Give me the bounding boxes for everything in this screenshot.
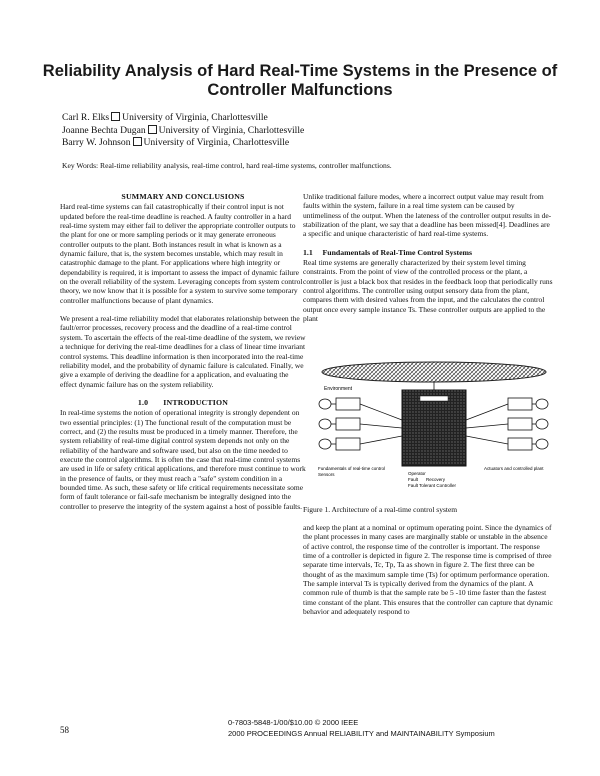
environment-label: Environment [324, 386, 353, 392]
section-number: 1.0 [137, 397, 149, 407]
footer-copyright: 0-7803-5848-1/00/$10.00 © 2000 IEEE [228, 718, 359, 727]
sensors-label: Sensors [318, 472, 335, 477]
author-name: Joanne Bechta Dugan [62, 124, 146, 136]
sensor-node [319, 439, 331, 449]
author-affiliation: University of Virginia, Charlottesville [122, 112, 268, 123]
right-column-bottom [303, 523, 553, 616]
figure-caption: Figure 1. Architecture of a real-time control system [303, 505, 458, 514]
actuators-label: Actuators and controlled plant [484, 466, 544, 471]
sensor-box [336, 418, 360, 430]
checkbox-glyph-icon [148, 125, 157, 134]
fundamentals-label: Fundamentals of real-time control [318, 466, 386, 471]
fault-tolerant-label: Fault Tolerant Controller [408, 483, 456, 488]
summary-paragraph: Hard real-time systems can fail catastrophically if their control input is not updated before the real-time deadline is reached. A faulty controller in a hard real-time system may either fail to deliver the appropriate controller outputs to the plant for one or more sampling periods or it may generate erroneous controller outputs to the plant. Both instances result in what is known as a dynamic failure, that is, the system becomes unstable, which may result in catastrophic damage to the plant. For applications where high integrity or dependability is required, it is important to assess the impact of dynamic failure on the overall reliability of the system. Leveraging concepts from system control theory, we now know that it is possible for a system to survive some temporary controller malfunctions because of plant dynamics. [60, 202, 303, 305]
recovery-label: Recovery [426, 477, 446, 482]
actuator-box [508, 438, 532, 450]
subsection-number: 1.1 [303, 247, 313, 257]
subsection-heading [303, 248, 553, 257]
section-heading-introduction [60, 398, 306, 407]
author-list [62, 112, 482, 150]
fault-label: Fault [408, 477, 419, 482]
body-paragraph: and keep the plant at a nominal or optimum operating point. Since the dynamics of the plant processes in many cases are marginally stable or unstable in the absence of active control, the response time of the controller is important. The response time of a controller is depicted in figure 2. The response time is comprised of three separate time intervals, Tc, Tp, Ta as shown in figure 2. The first three can be thought of as the maximum sample time (Ts) for optimum performance operation. The sample interval Ts is typically derived from the dynamics of the plant. A common rule of thumb is that the sample rate be 5 -10 time faster than the fastest time constant of the plant. This ensures that the controller can capture that dynamic behavior and adequately respond to [303, 523, 553, 617]
operator-label: Operator [408, 471, 426, 476]
section-heading-summary: SUMMARY AND CONCLUSIONS [121, 192, 245, 201]
author-entry [62, 125, 482, 138]
sensor-box [336, 438, 360, 450]
figure-architecture-diagram [316, 360, 552, 492]
environment-ellipse [322, 362, 546, 382]
author-name: Barry W. Johnson [62, 137, 131, 148]
checkbox-glyph-icon [133, 137, 142, 146]
footer-conference: 2000 PROCEEDINGS Annual RELIABILITY and MAINTAINABILITY Symposium [228, 729, 495, 738]
section-title: INTRODUCTION [163, 397, 229, 407]
body-paragraph: Unlike traditional failure modes, where a incorrect output value may result from faults within the system, failure in a real time system can be caused by untimeliness of the output. When the lateness of the controller output results in de-stabilization of the plant, we say that a deadline has been missed[4]. Deadlines are a specific and unique characteristic of hard real-time systems. [303, 192, 552, 239]
controller-block [402, 390, 466, 466]
sensor-node [319, 399, 331, 409]
left-column [60, 192, 306, 511]
body-paragraph: Real time systems are generally characterized by their system level timing constraints. From the point of view of the controlled process or the plant, a controller is just a black box that resides in the feedback loop that periodically runs control algorithms. The controller using output sensory data from the plant, compares them with desired values from the input, and the calculates the control output once every sample instance Ts. These controller outputs are applied to the plant [303, 258, 553, 324]
subsection-title: Fundamentals of Real-Time Control Systems [322, 247, 473, 257]
actuator-node [536, 439, 548, 449]
sensor-node [319, 419, 331, 429]
page-number: 58 [60, 725, 69, 735]
right-column-top [303, 192, 553, 323]
checkbox-glyph-icon [111, 112, 120, 121]
sensor-box [336, 398, 360, 410]
author-entry [62, 137, 482, 150]
author-name: Carl R. Elks [62, 112, 110, 123]
author-affiliation: University of Virginia, Charlottesville [158, 124, 305, 136]
paper-title: Reliability Analysis of Hard Real-Time Systems in the Presence of Controller Malfunctions [42, 62, 558, 99]
actuator-box [508, 418, 532, 430]
keywords: Key Words: Real-time reliability analysis, real-time control, hard real-time systems, controller malfunctions. [62, 161, 392, 170]
actuator-box [508, 398, 532, 410]
summary-paragraph: We present a real-time reliability model that elaborates relationship between the fault/error processes, recovery process and the deadline of a real-time control system. To ascertain the effects of the real-time deadline of the system, we review a technique for deriving the real-time deadlines for a class of linear time invariant control systems. This deadline information is then incorporated into the real-time reliability model, and the probability of dynamic failure is calculated. Finally, we give a example of deriving the deadline for a application, and evaluating the effect dynamic failure has on the system reliability. [60, 314, 306, 389]
actuator-node [536, 399, 548, 409]
actuator-node [536, 419, 548, 429]
intro-paragraph: In real-time systems the notion of operational integrity is strongly dependent on two essential principles: (1) The functional result of the computation must be correct, and (2) the results must be produced in a timely manner. Therefore, the system reliability of real-time digital control system depends not only on the reliability of the hardware and software used, but also on the time needed to execute the control algorithms. It is often the case that real-time control systems are used in life or safety critical applications, and therefore must continue to work in the presence of faults, or they must reach a "safe" system condition in a bounded time. As such, these safety or life critical requirements necessitate some form of fault tolerance or fail-safe mechanism be integrally designed into the controller to preserve the integrity of the system against a host of possible faults. [60, 408, 306, 511]
author-entry [62, 112, 482, 125]
author-affiliation: University of Virginia, Charlottesville [143, 137, 290, 148]
